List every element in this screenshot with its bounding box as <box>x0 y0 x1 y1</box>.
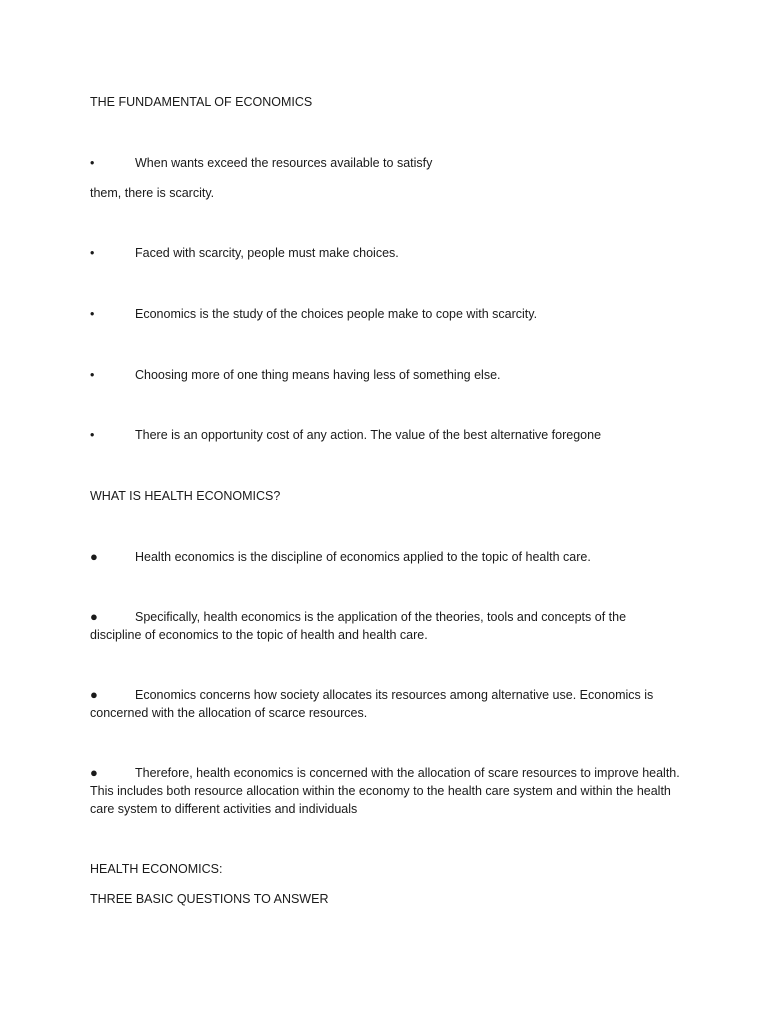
list-item-text: When wants exceed the resources available to satisfy <box>135 156 433 170</box>
heading-fundamentals: THE FUNDAMENTAL OF ECONOMICS <box>90 95 313 109</box>
bullet-icon: ● <box>90 549 98 564</box>
bullet-icon: • <box>90 307 95 321</box>
list-item-text: Therefore, health economics is concerned with the allocation of scare resources to improve health. This includes both resource allocation within the economy to the health care system and within the health care system to different activities and individuals <box>90 766 680 816</box>
list-item-allocation <box>90 686 680 722</box>
list-item-therefore <box>90 764 680 818</box>
list-item-application <box>90 608 680 644</box>
list-item-text: Economics concerns how society allocates its resources among alternative use. Economics is concerned with the allocation of scarce resources. <box>90 688 654 720</box>
list-item-discipline <box>90 548 680 566</box>
heading-health-economics: WHAT IS HEALTH ECONOMICS? <box>90 489 281 503</box>
list-item-choices <box>90 244 399 262</box>
bullet-icon: • <box>90 246 95 260</box>
heading-health-economics-questions: HEALTH ECONOMICS: <box>90 862 223 876</box>
bullet-icon: ● <box>90 687 98 702</box>
bullet-icon: • <box>90 428 95 442</box>
list-item-economics-study <box>90 305 537 323</box>
bullet-icon: • <box>90 368 95 382</box>
list-item-tradeoff <box>90 366 501 384</box>
bullet-icon: ● <box>90 609 98 624</box>
list-item-text: Faced with scarcity, people must make choices. <box>135 246 399 260</box>
list-item-opportunity-cost <box>90 426 601 444</box>
list-item-text: There is an opportunity cost of any action. The value of the best alternative foregone <box>135 428 602 442</box>
bullet-icon: • <box>90 156 95 170</box>
list-item-scarcity-continued: them, there is scarcity. <box>90 186 215 200</box>
list-item-text: Choosing more of one thing means having less of something else. <box>135 368 501 382</box>
list-item-text: Health economics is the discipline of economics applied to the topic of health care. <box>135 550 591 564</box>
bullet-icon: ● <box>90 765 98 780</box>
list-item-scarcity <box>90 154 432 172</box>
list-item-text: Specifically, health economics is the application of the theories, tools and concepts of the discipline of economics to the topic of health and health care. <box>90 610 627 642</box>
heading-three-basic-questions: THREE BASIC QUESTIONS TO ANSWER <box>90 892 329 906</box>
list-item-text: Economics is the study of the choices people make to cope with scarcity. <box>135 307 538 321</box>
